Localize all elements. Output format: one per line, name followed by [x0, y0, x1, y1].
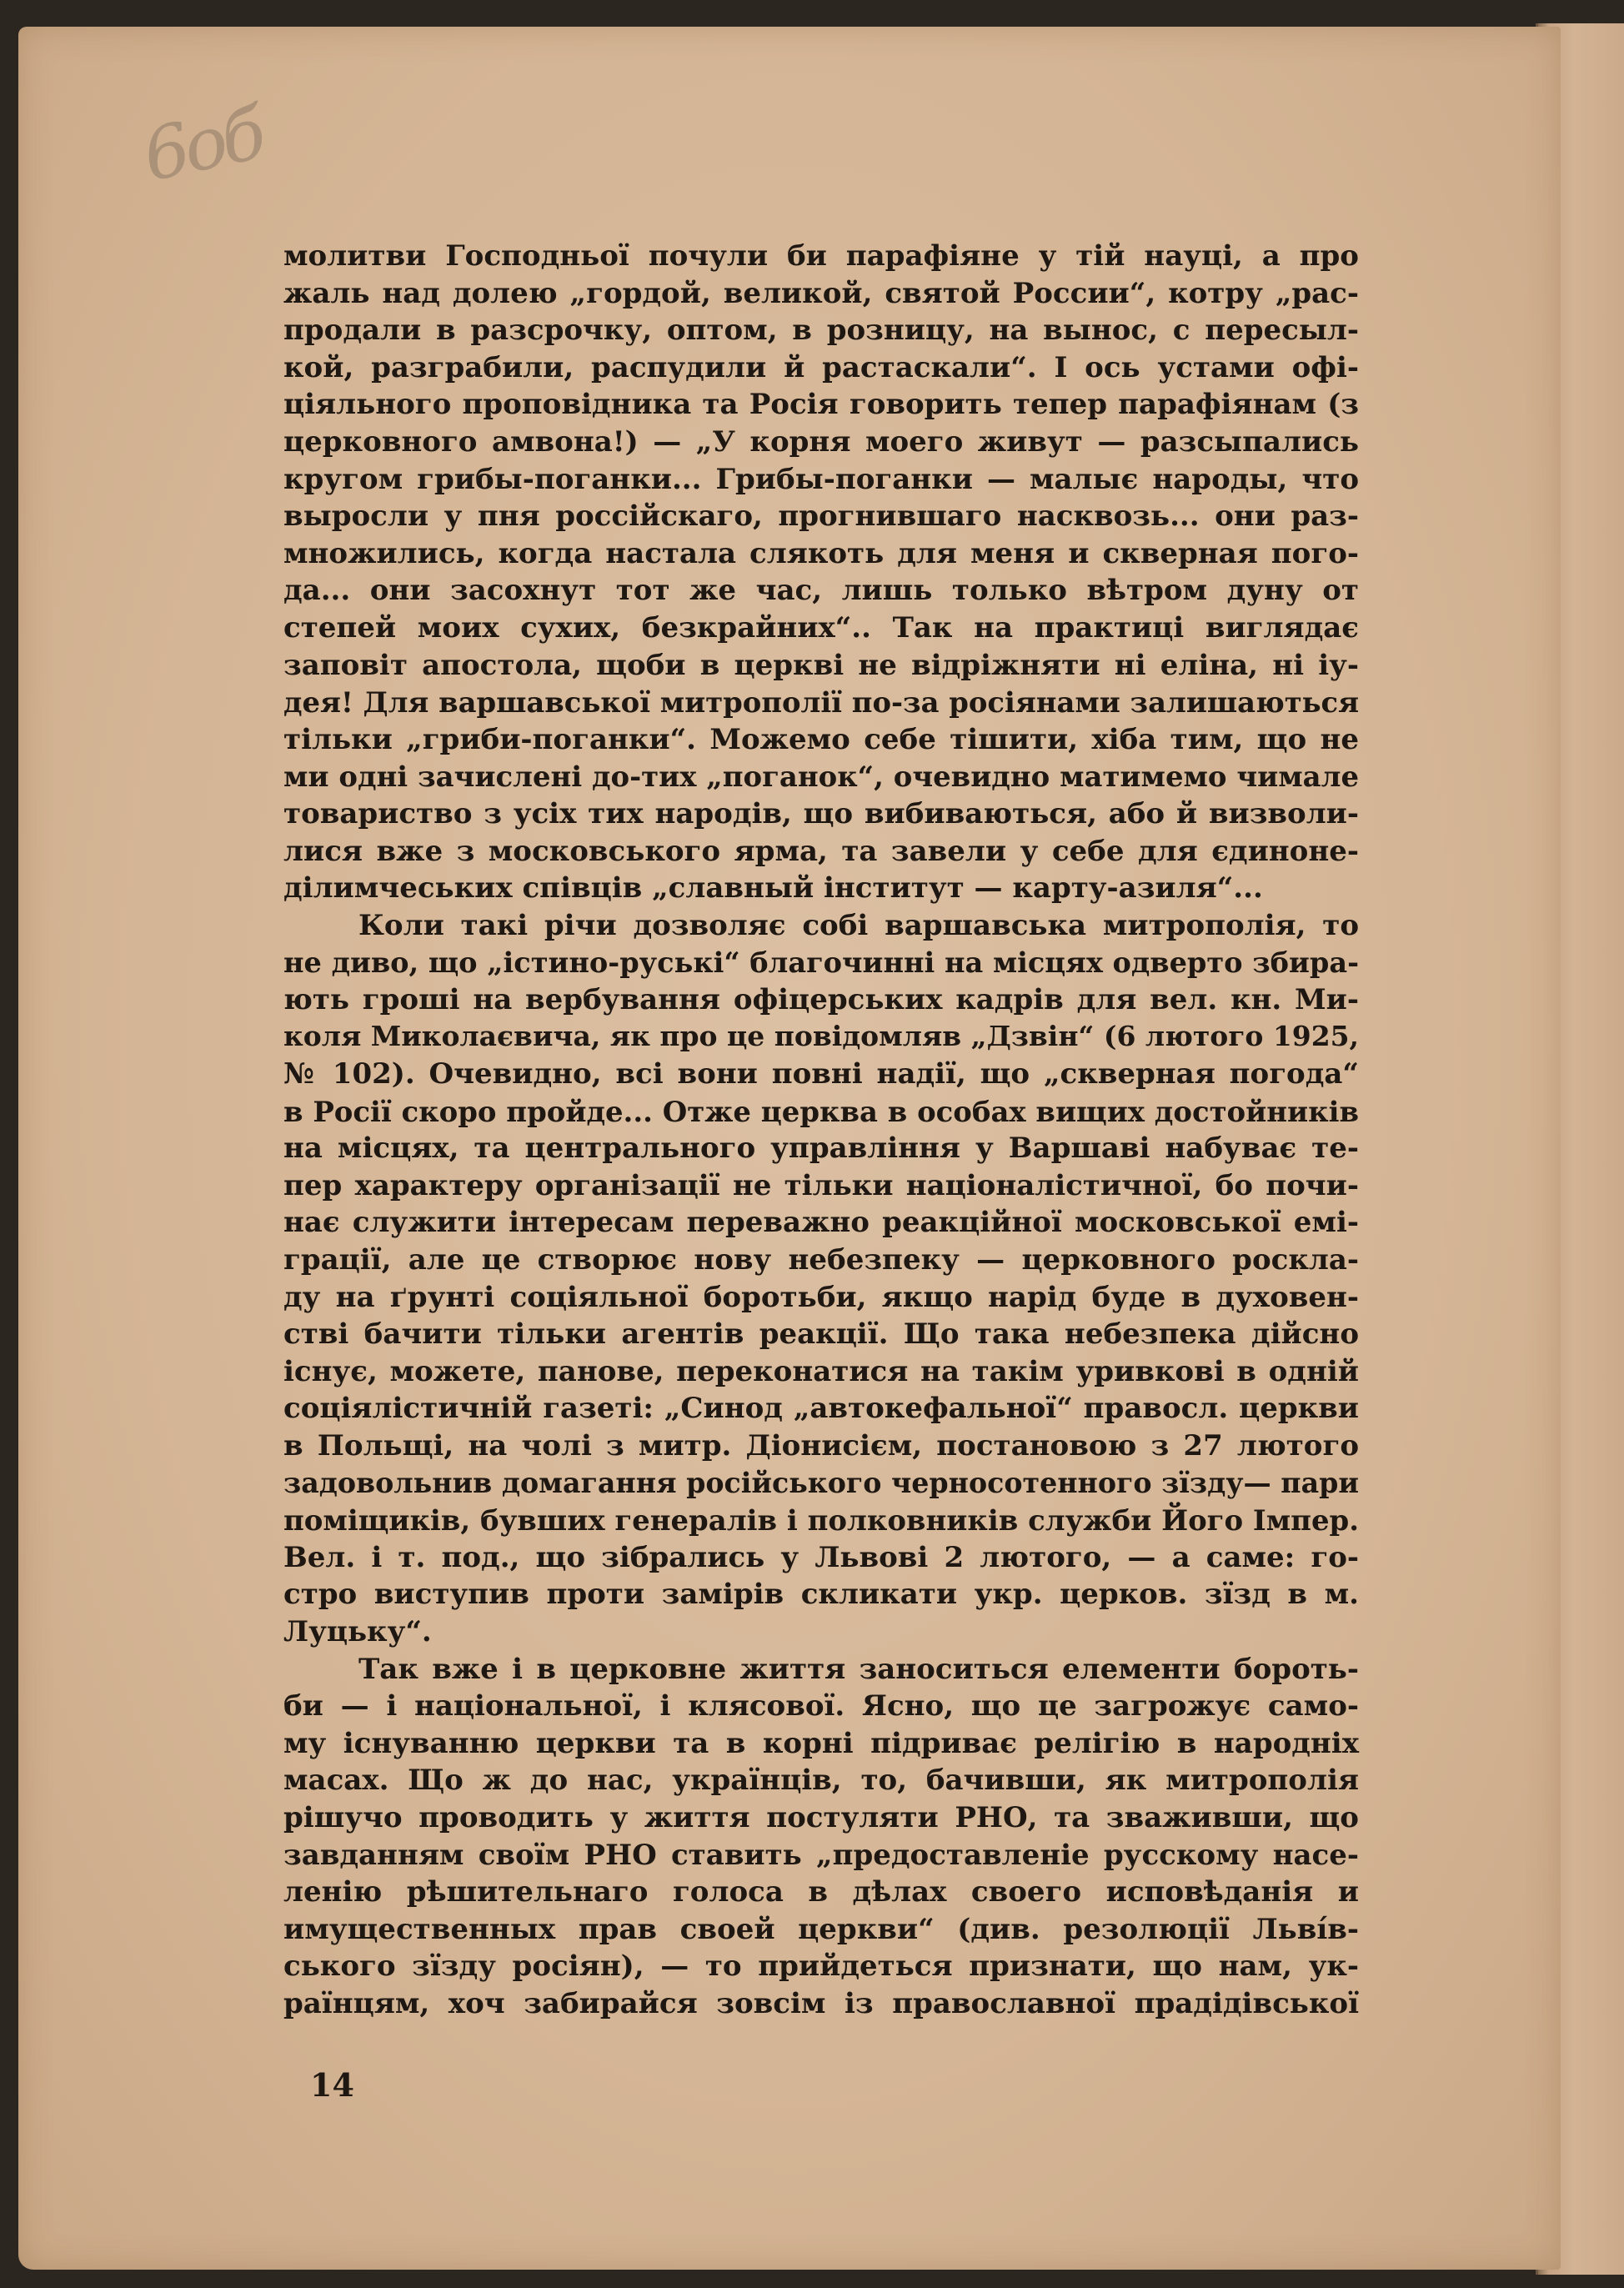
text-line: кругом грибы-поганки... Грибы-поганки — малыє народы, что — [283, 462, 1359, 496]
text-line: в Польщі, на чолі з митр. Діонисієм, постановою з 27 лютого — [283, 1429, 1359, 1463]
text-line: поміщиків, бувших генералів і полковників служби Його Імпер. — [283, 1503, 1359, 1538]
text-line: ленію рѣшительнаго голоса в дѣлах своего исповѣданія и — [283, 1875, 1359, 1909]
text-line: № 102). Очевидно, всі вони повні надії, що „скверная погода“ — [283, 1057, 1359, 1091]
text-line: товариство з усіх тих народів, що вибиваються, або й визволи- — [283, 796, 1359, 830]
text-line: имущественных прав своей церкви“ (див. резолюції Льві́в- — [283, 1912, 1359, 1946]
page-number: 14 — [310, 2066, 354, 2104]
text-line: грації, але це створює нову небезпеку — церковного роскла- — [283, 1243, 1359, 1277]
text-line: множились, когда настала слякоть для меня и скверная пого- — [283, 536, 1359, 570]
text-line: в Росії скоро пройде... Отже церква в особах вищих достойників — [283, 1094, 1359, 1128]
text-line: ціяльного проповідника та Росія говорить тепер парафіянам (з — [283, 388, 1359, 422]
text-line: тільки „гриби-поганки“. Можемо себе тішити, хіба тим, що не — [283, 722, 1359, 756]
text-line: на місцях, та центрального управління у Варшаві набуває те- — [283, 1131, 1359, 1166]
text-line: масах. Що ж до нас, українців, то, бачивши, як митрополія — [283, 1764, 1359, 1798]
text-line: завданням своїм РНО ставить „предоставленіе русскому насе- — [283, 1838, 1359, 1872]
text-line: соціялістичній газеті: „Синод „автокефальної“ правосл. церкви — [283, 1392, 1359, 1426]
text-line: Вел. і т. под., що зібрались у Львові 2 лютого, — а саме: го- — [283, 1540, 1359, 1574]
text-line: нає служити інтересам переважно реакційної московської емі- — [283, 1206, 1359, 1240]
handwritten-folio-mark: 6об — [136, 92, 268, 198]
text-line: церковного амвона!) — „У корня моего живут — разсыпались — [283, 424, 1359, 459]
text-line: продали в разсрочку, оптом, в розницу, на вынос, с пересыл- — [283, 314, 1359, 348]
text-line: дея! Для варшавської митрополії по-за росіянами залишаються — [283, 685, 1360, 720]
body-text — [283, 238, 1359, 2023]
text-line: выросли у пня россійскаго, прогнившаго насквозь... они раз- — [283, 499, 1359, 534]
text-line: Луцьку“. — [283, 1614, 432, 1648]
text-line: би — і національної, і клясової. Ясно, що це загрожує само- — [283, 1689, 1359, 1724]
text-line: молитви Господньої почули би парафіяне у тій науці, а про — [283, 239, 1359, 273]
text-line: ють гроші на вербування офіцерських кадрів для вел. кн. Ми- — [283, 982, 1359, 1016]
text-line: ділимчеських співців „славный інститут — карту-азиля“... — [283, 871, 1263, 906]
text-line: да... они засохнут тот же час, лишь только вѣтром дуну от — [283, 574, 1359, 608]
paragraph-start-line: Коли такі річи дозволяє собі варшавська митрополія, то — [358, 908, 1359, 942]
text-line: степей моих сухих, безкрайних“.. Так на практиці виглядає — [283, 610, 1359, 645]
text-line: му існуванню церкви та в корні підриває релігію в народніх — [283, 1726, 1359, 1760]
text-line: заповіт апостола, щоби в церкві не відріжняти ні еліна, ні іу- — [283, 648, 1359, 682]
text-line: кой, разграбили, распудили й растаскали“. І ось устами офі- — [283, 350, 1359, 384]
text-line: раїнцям, хоч забирайся зовсім із православної прадідівської — [283, 1986, 1359, 2020]
text-line: існує, можете, панове, переконатися на такім уривкові в одній — [283, 1354, 1359, 1388]
text-line: жаль над долею „гордой, великой, святой России“, котру „рас- — [283, 276, 1359, 310]
paragraph-start-line: Так вже і в церковне життя заноситься елементи бороть- — [358, 1652, 1359, 1686]
text-line: рішучо проводить у життя постуляти РНО, та зваживши, що — [283, 1800, 1359, 1834]
text-line: ми одні зачислені до-тих „поганок“, очевидно матимемо чимале — [283, 760, 1359, 794]
text-line: ду на ґрунті соціяльної боротьби, якщо нарід буде в духовен- — [283, 1280, 1359, 1314]
text-line: пер характеру організації не тільки націоналістичної, бо почи- — [283, 1168, 1359, 1202]
text-line: задовольнив домагання російського черносотенного зїзду— пари — [283, 1466, 1360, 1499]
text-line: лися вже з московського ярма, та завели у себе для єдиноне- — [283, 834, 1359, 868]
text-line: коля Миколаєвича, як про це повідомляв „Дзвін“ (6 лютого 1925, — [283, 1020, 1359, 1053]
text-line: стро виступив проти замірів скликати укр. церков. зїзд в м. — [283, 1578, 1359, 1612]
text-line: ського зїзду росіян), — то прийдеться признати, що нам, ук- — [283, 1949, 1359, 1984]
text-line: не диво, що „істино-руські“ благочинні на місцях одверто збира- — [283, 946, 1359, 980]
text-line: стві бачити тільки агентів реакції. Що така небезпека дійсно — [283, 1317, 1359, 1352]
